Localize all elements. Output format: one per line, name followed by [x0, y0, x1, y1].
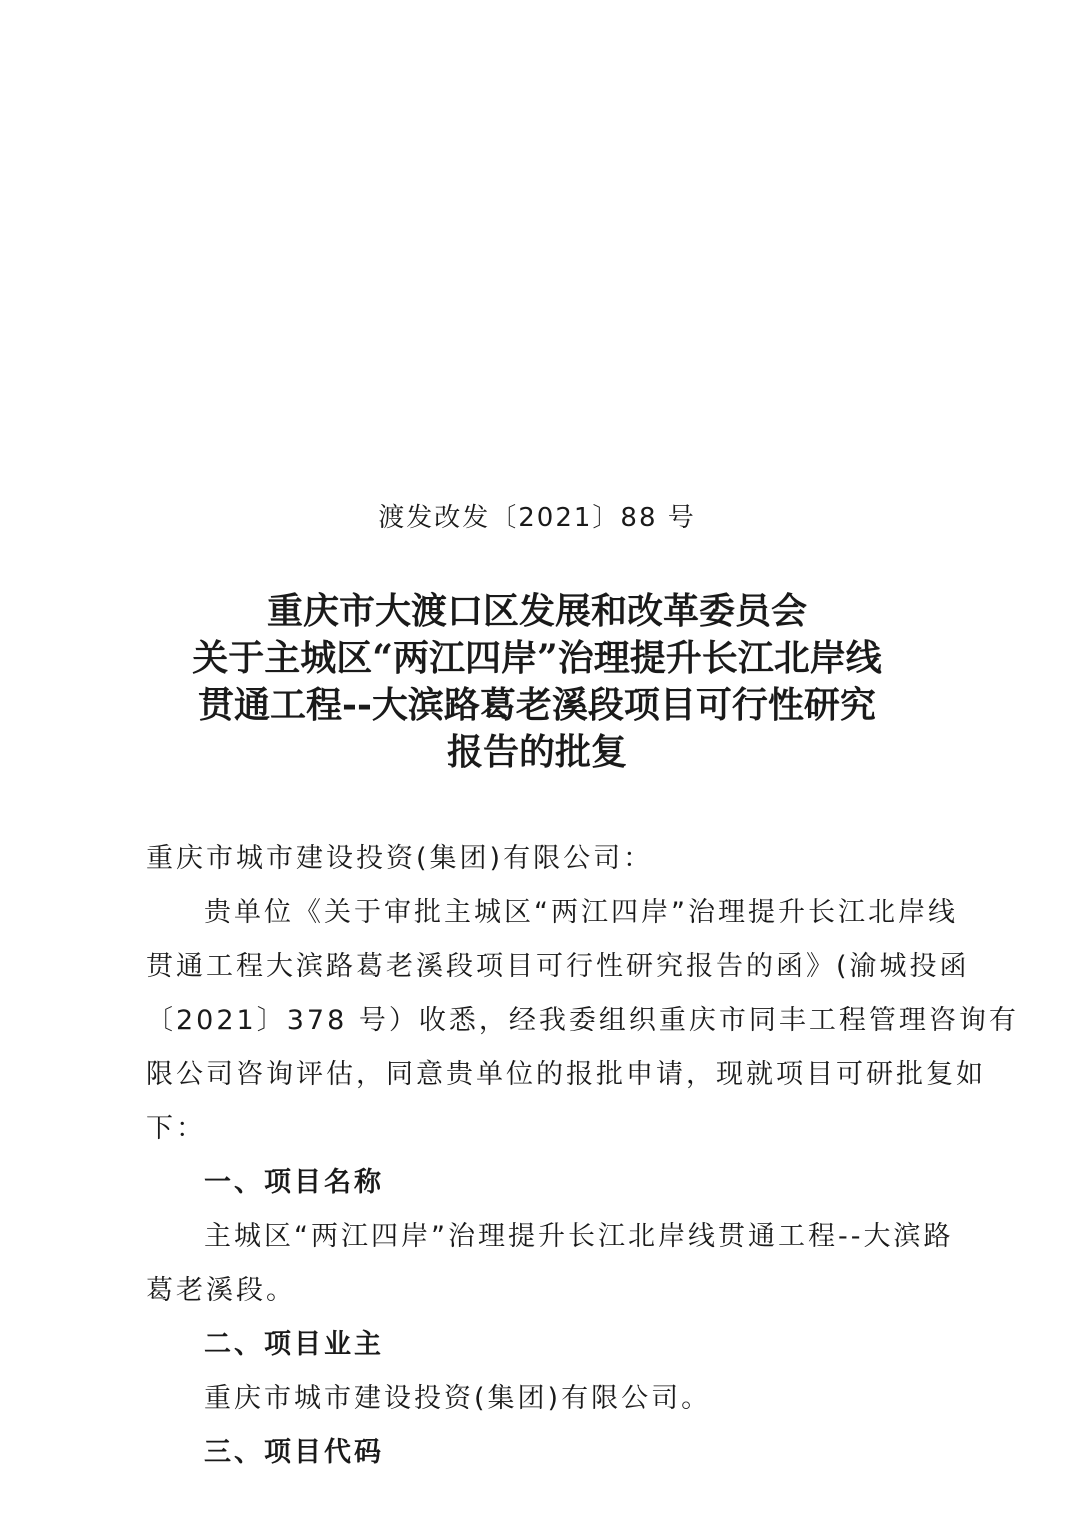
- document-number: 渡发改发〔2021〕88 号: [378, 503, 696, 533]
- title-line: 报告的批复: [446, 731, 627, 773]
- addressee: 重庆市城市建设投资(集团)有限公司：: [146, 843, 654, 874]
- intro-line: 贯通工程大滨路葛老溪段项目可行性研究报告的函》(渝城投函: [146, 951, 970, 982]
- intro-line: 限公司咨询评估，同意贵单位的报批申请，现就项目可研批复如: [146, 1059, 986, 1090]
- title-line: 重庆市大渡口区发展和改革委员会: [266, 590, 807, 632]
- section-heading-project-name: 一、项目名称: [204, 1167, 384, 1198]
- section-line: 重庆市城市建设投资(集团)有限公司。: [204, 1383, 712, 1414]
- section-line: 葛老溪段。: [146, 1275, 296, 1306]
- document-body: [146, 832, 1019, 1480]
- intro-line: 〔2021〕378 号）收悉，经我委组织重庆市同丰工程管理咨询有: [146, 1005, 1019, 1036]
- section-line: 主城区“两江四岸”治理提升长江北岸线贯通工程--大滨路: [204, 1221, 954, 1252]
- intro-paragraph: [146, 886, 1019, 1156]
- document-title: [0, 588, 1074, 776]
- title-line: 关于主城区“两江四岸”治理提升长江北岸线: [192, 637, 882, 679]
- title-line: 贯通工程--大滨路葛老溪段项目可行性研究: [198, 684, 876, 726]
- section-heading-project-code: 三、项目代码: [204, 1437, 384, 1468]
- section-heading-project-owner: 二、项目业主: [204, 1329, 384, 1360]
- intro-line: 下：: [146, 1113, 206, 1144]
- intro-line: 贵单位《关于审批主城区“两江四岸”治理提升长江北岸线: [204, 897, 958, 928]
